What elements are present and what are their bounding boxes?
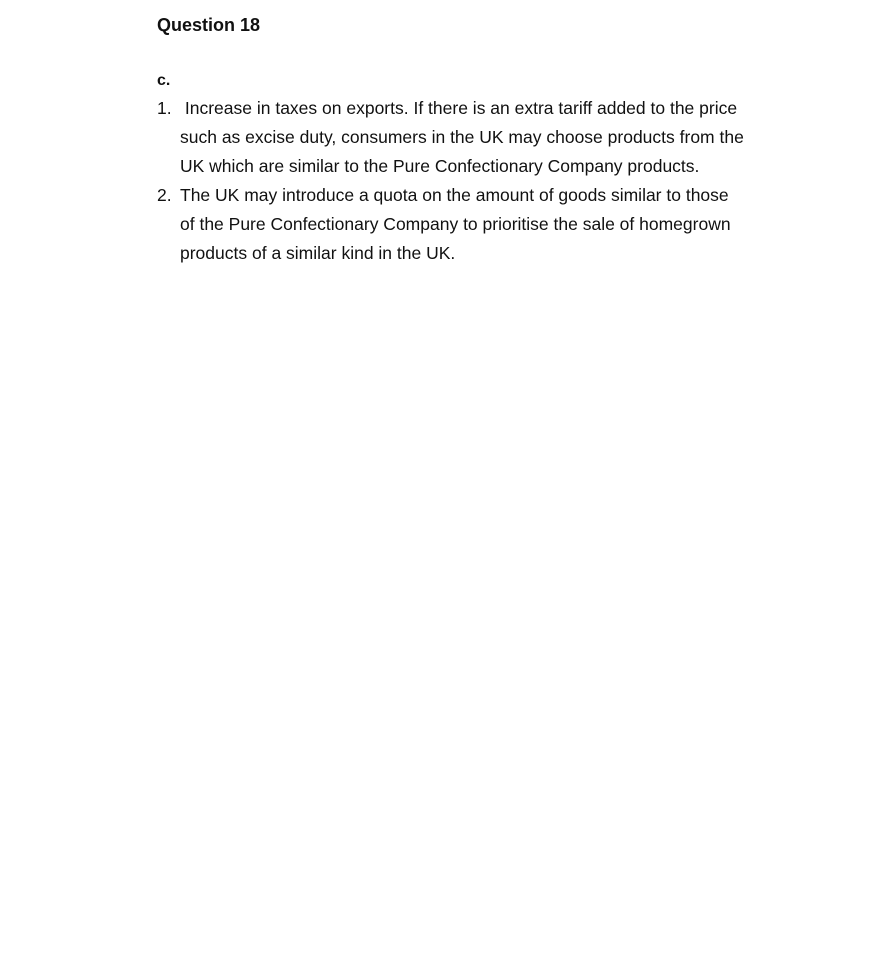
list-item-text: The UK may introduce a quota on the amount of goods similar to those of the Pure Confectionary Company to prioritise the sale of homegrown products of a similar kind in the UK. (180, 185, 731, 263)
part-label: c. (157, 72, 171, 89)
list-item (157, 181, 747, 268)
answer-list (157, 94, 747, 268)
list-item-text: Increase in taxes on exports. If there is an extra tariff added to the price such as excise duty, consumers in the UK may choose products from the UK which are similar to the Pure Confectionary Company products. (180, 98, 749, 176)
question-heading: Question 18 (157, 15, 261, 35)
list-item-number: 1. (157, 98, 172, 118)
list-item-number: 2. (157, 185, 172, 205)
list-item (157, 94, 747, 181)
document-content (157, 12, 747, 268)
